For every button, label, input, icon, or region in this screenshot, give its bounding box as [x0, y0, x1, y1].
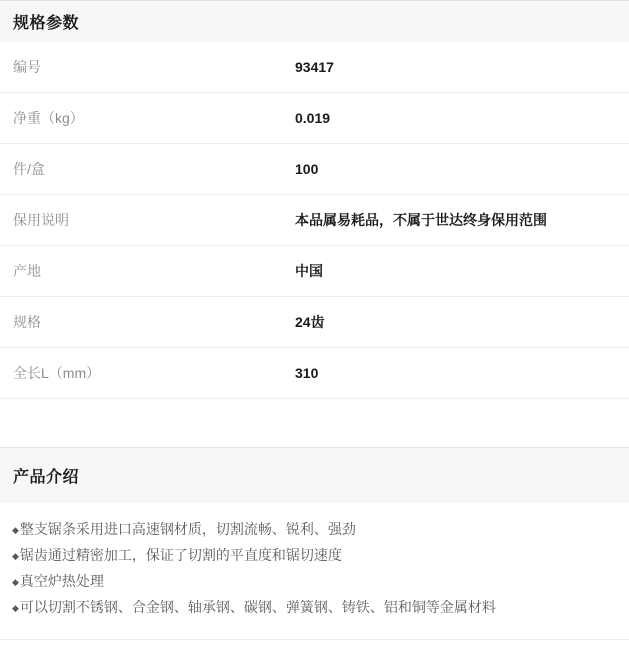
spec-value: 中国: [295, 263, 323, 279]
intro-item-text: 锯齿通过精密加工，保证了切割的平直度和锯切速度: [19, 547, 342, 563]
specs-section-title: 规格参数: [13, 15, 80, 32]
spec-label: 产地: [13, 263, 41, 279]
list-item: [12, 595, 616, 621]
intro-item-text: 整支锯条采用进口高速钢材质，切割流畅、锐利、强劲: [19, 521, 356, 537]
table-row: [0, 144, 629, 195]
spec-label: 件/盒: [13, 161, 45, 177]
spec-value: 0.019: [295, 110, 331, 126]
diamond-bullet-icon: ◆: [12, 603, 19, 613]
table-row: [0, 93, 629, 144]
spec-value: 310: [295, 365, 319, 381]
list-item: [12, 543, 616, 569]
intro-list: [0, 503, 629, 640]
spec-label: 规格: [13, 314, 41, 330]
table-row: [0, 195, 629, 246]
specs-section-header: [0, 0, 629, 42]
spec-table: [0, 42, 629, 399]
diamond-bullet-icon: ◆: [12, 551, 19, 561]
intro-item-text: 真空炉热处理: [19, 573, 104, 589]
intro-item-text: 可以切割不锈钢、合金钢、轴承钢、碳钢、弹簧钢、铸铁、铝和铜等金属材料: [19, 599, 496, 615]
diamond-bullet-icon: ◆: [12, 525, 19, 535]
table-row: [0, 297, 629, 348]
intro-section-title: 产品介绍: [13, 469, 80, 486]
diamond-bullet-icon: ◆: [12, 577, 19, 587]
spec-label: 全长L（mm）: [13, 365, 101, 381]
table-row: [0, 348, 629, 399]
list-item: [12, 517, 616, 543]
spec-value: 24齿: [295, 314, 325, 330]
spec-value: 93417: [295, 59, 334, 75]
spec-label: 净重（kg）: [13, 110, 84, 126]
list-item: [12, 569, 616, 595]
spec-label: 保用说明: [13, 212, 69, 228]
section-gap: [0, 399, 629, 447]
spec-label: 编号: [13, 59, 41, 75]
spec-value: 100: [295, 161, 319, 177]
spec-value: 本品属易耗品，不属于世达终身保用范围: [295, 212, 547, 228]
intro-section-header: [0, 447, 629, 503]
table-row: [0, 42, 629, 93]
table-row: [0, 246, 629, 297]
bottom-space: [0, 640, 629, 654]
